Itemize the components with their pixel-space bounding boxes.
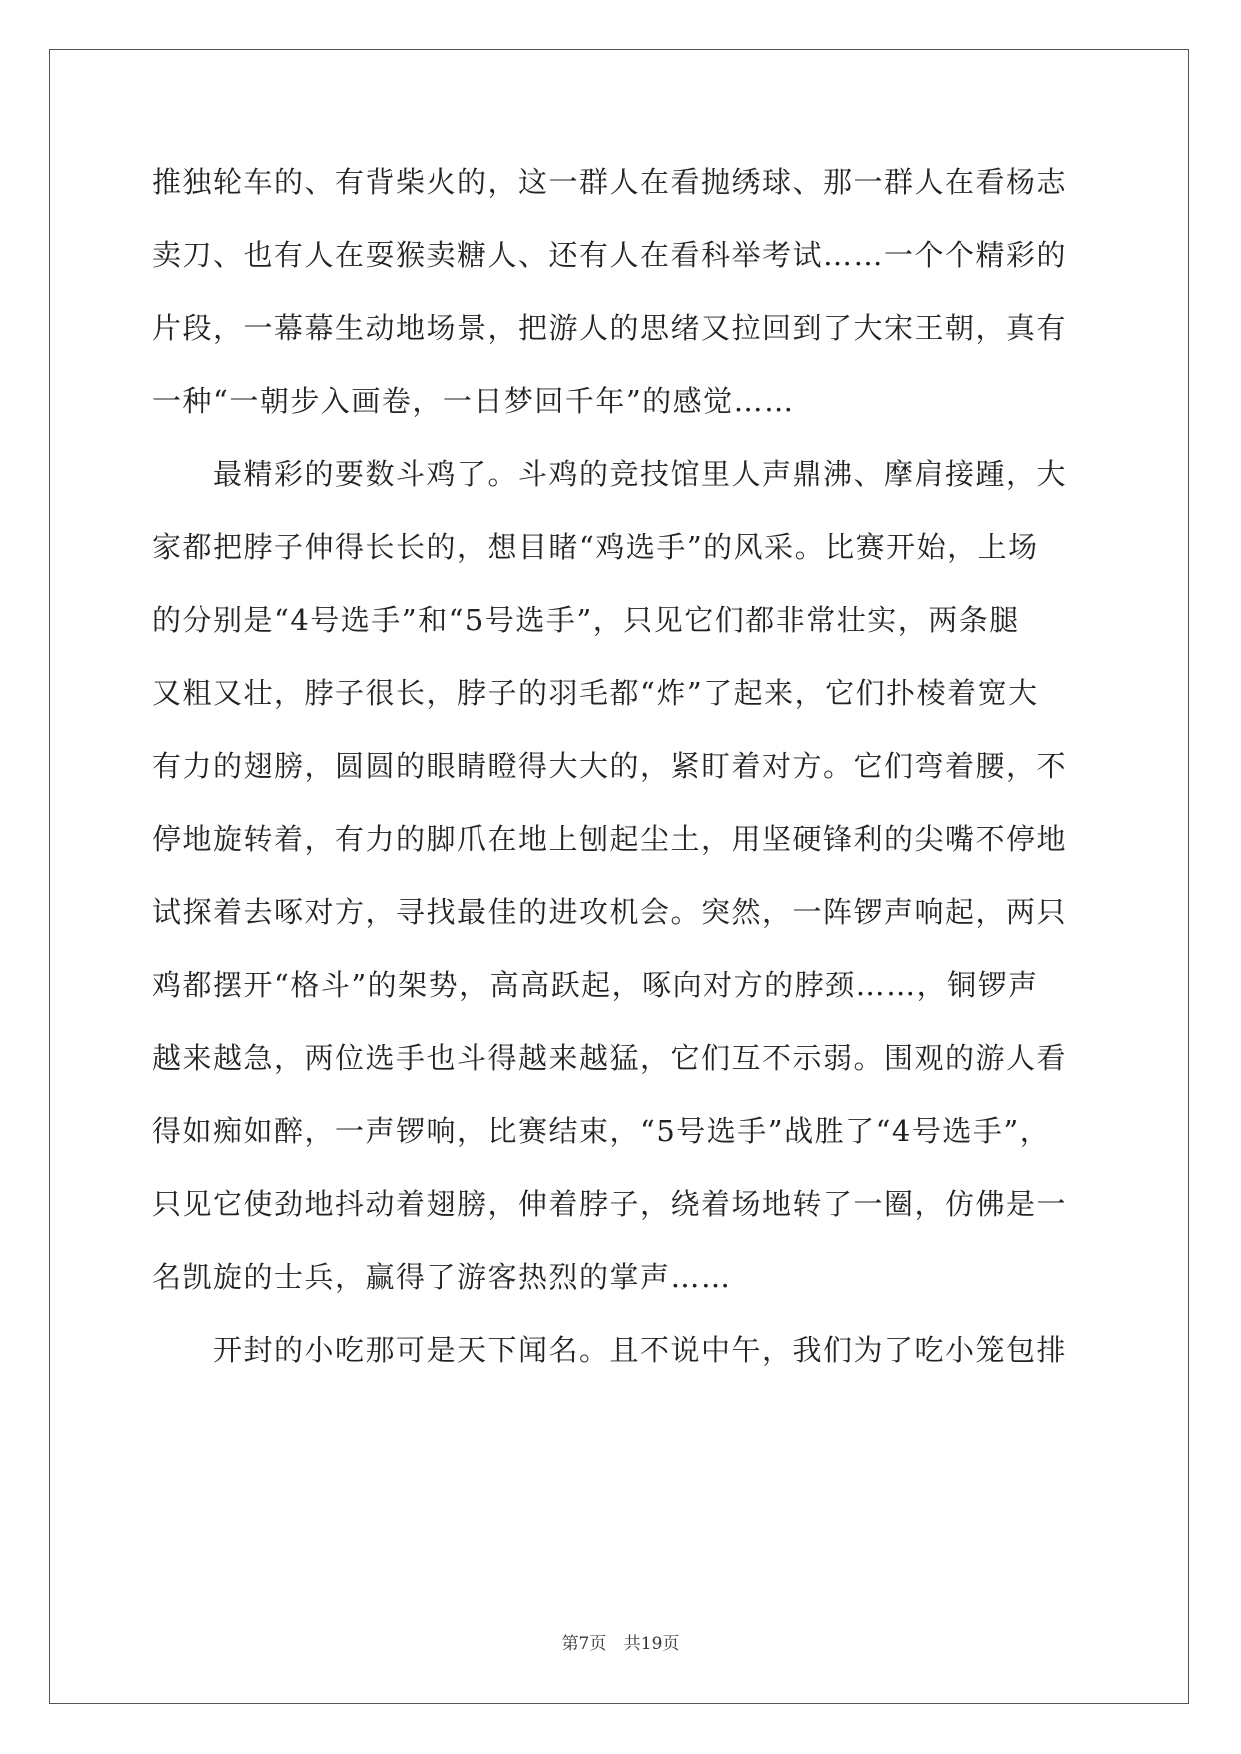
text-line: 名凯旋的士兵，赢得了游客热烈的掌声…… (152, 1260, 732, 1294)
text-line: 家都把脖子伸得长长的，想目睹“鸡选手”的风采。比赛开始，上场 (152, 530, 1039, 564)
text-line: 鸡都摆开“格斗”的架势，高高跃起，啄向对方的脖颈……，铜锣声 (152, 968, 1039, 1002)
text-line: 片段，一幕幕生动地场景，把游人的思绪又拉回到了大宋王朝，真有 (152, 311, 1068, 345)
text-line: 只见它使劲地抖动着翅膀，伸着脖子，绕着场地转了一圈，仿佛是一 (152, 1187, 1068, 1221)
text-line: 卖刀、也有人在耍猴卖糖人、还有人在看科举考试……一个个精彩的 (152, 238, 1068, 272)
text-line: 最精彩的要数斗鸡了。斗鸡的竞技馆里人声鼎沸、摩肩接踵，大 (152, 457, 1068, 491)
current-page-label: 第7页 (561, 1634, 607, 1654)
page-number-footer (0, 1629, 1241, 1654)
text-line: 的分别是“4号选手”和“5号选手”，只见它们都非常壮实，两条腿 (152, 603, 1020, 637)
total-pages-label: 共19页 (623, 1634, 680, 1654)
text-line: 又粗又壮，脖子很长，脖子的羽毛都“炸”了起来，它们扑棱着宽大 (152, 676, 1039, 710)
text-line: 得如痴如醉，一声锣响，比赛结束，“5号选手”战胜了“4号选手”， (152, 1114, 1051, 1148)
text-line: 推独轮车的、有背柴火的，这一群人在看抛绣球、那一群人在看杨志 (152, 165, 1068, 199)
text-line: 试探着去啄对方，寻找最佳的进攻机会。突然，一阵锣声响起，两只 (152, 895, 1068, 929)
text-line: 一种“一朝步入画卷，一日梦回千年”的感觉…… (152, 384, 795, 418)
text-line: 停地旋转着，有力的脚爪在地上刨起尘土，用坚硬锋利的尖嘴不停地 (152, 822, 1068, 856)
text-line: 有力的翅膀，圆圆的眼睛瞪得大大的，紧盯着对方。它们弯着腰，不 (152, 749, 1068, 783)
text-line: 越来越急，两位选手也斗得越来越猛，它们互不示弱。围观的游人看 (152, 1041, 1068, 1075)
page-border (49, 49, 1189, 1704)
text-line: 开封的小吃那可是天下闻名。且不说中午，我们为了吃小笼包排 (152, 1333, 1068, 1367)
